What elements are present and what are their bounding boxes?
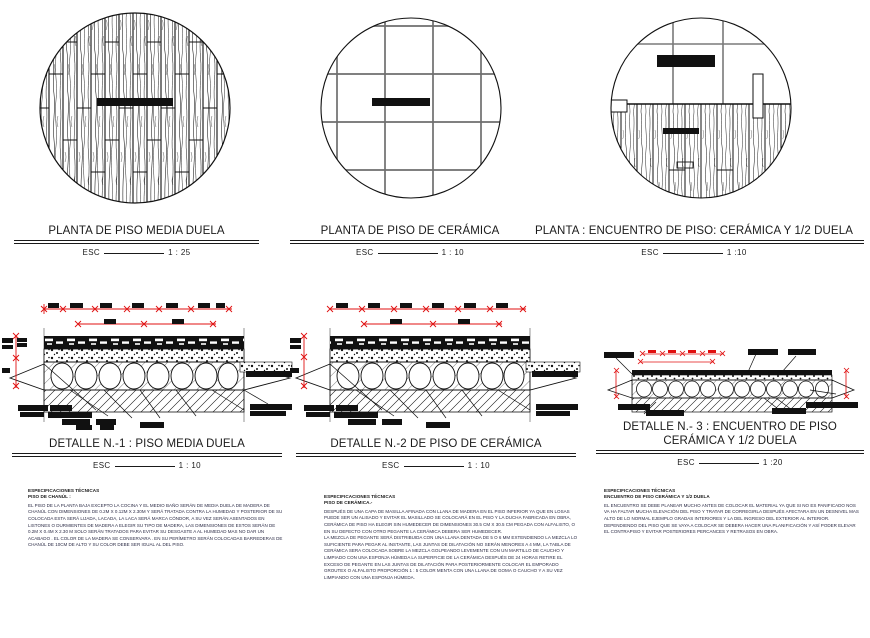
scale-leader-line bbox=[378, 253, 438, 254]
layer-replantillo bbox=[44, 390, 244, 412]
section-detail-1 bbox=[0, 292, 300, 432]
plan-callout-encuentro-top: CERAMICA 30.5X30.5 bbox=[657, 55, 715, 67]
plan-title-2: PLANTA DE PISO DE CERÁMICA bbox=[320, 225, 500, 237]
layer-ceramica bbox=[330, 336, 530, 345]
spec-body bbox=[604, 503, 862, 536]
spec-heading-2: PISO DE CERÁMICA.- bbox=[324, 500, 373, 506]
spec-body bbox=[324, 509, 582, 582]
plan-title-3: PLANTA : ENCUENTRO DE PISO: CERÁMICA Y 1/2 DUELA bbox=[535, 225, 853, 237]
dimension-string-lower bbox=[75, 321, 216, 327]
esc-label: ESC bbox=[677, 458, 695, 467]
spec-heading-1: ESPECIFICACIONES TÉCNICAS bbox=[604, 488, 676, 493]
plan-callout-ceramica: CERAMICA 30X30 bbox=[372, 98, 430, 106]
title-block-detail-2 bbox=[296, 434, 576, 470]
title-rule bbox=[12, 453, 282, 457]
spec-paragraph: DESPUÉS DE UNA CAPA DE MASILLA AFINADA CON LLANA DE MADERA EN EL PISO INFERIOR YA QUE EN LOSAS PUEDE SER UN ALISADO Y EVITAR EL MASILLADO SE COLOCARÁ EN EL PISO Y LA DUCHA FABRICADA EN OBRA, CERÁMICA DE PISO HA ELEGIR SIN HUMEDECER DE DIMENSIONES 30.5 CM X 30.5 CM PEGADA CON ALFALISTO, O EN SU DEFECTO CON OTRO PEGANTE LA CERÁMICA DEBERA SER HUMEDECER. bbox=[324, 508, 575, 534]
title-block-detail-3 bbox=[596, 421, 864, 467]
spec-heading-1: ESPECIFICACIONES TÉCNICAS bbox=[28, 488, 100, 493]
scale-leader-line bbox=[115, 466, 175, 467]
section-detail-3 bbox=[596, 332, 870, 424]
scale-value: 1 : 25 bbox=[168, 248, 191, 257]
detail-title-1: DETALLE N.-1 : PISO MEDIA DUELA bbox=[49, 438, 245, 450]
layer-mortero bbox=[632, 375, 832, 380]
detail-title-3 bbox=[621, 421, 839, 449]
detail-title-3-line2: CERÁMICA Y 1/2 DUELA bbox=[663, 434, 797, 447]
edge-left bbox=[296, 364, 330, 390]
plan-view-media-duela bbox=[35, 12, 235, 204]
title-block-plan-2 bbox=[290, 221, 530, 257]
esc-label: ESC bbox=[92, 461, 111, 470]
spec-block-chanul bbox=[28, 488, 286, 549]
scale-row-plan-3 bbox=[524, 248, 864, 257]
detail-title-3-line1: DETALLE N.- 3 : ENCUENTRO DE PISO bbox=[623, 421, 837, 433]
esc-label: ESC bbox=[82, 248, 101, 257]
title-rule bbox=[290, 240, 530, 244]
title-rule bbox=[596, 450, 864, 454]
spec-body bbox=[28, 503, 286, 549]
barredera-left bbox=[10, 364, 44, 390]
scale-leader-line bbox=[404, 466, 464, 467]
scale-value: 1 :10 bbox=[726, 248, 747, 257]
layer-mortero bbox=[330, 345, 530, 349]
scale-leader-line bbox=[663, 253, 723, 254]
title-block-detail-1 bbox=[12, 434, 282, 470]
plan-callout-duela: DUELA DE CHANUL bbox=[97, 98, 173, 106]
scale-value: 1 : 10 bbox=[178, 461, 202, 470]
scale-value: 1 : 10 bbox=[441, 248, 465, 257]
esc-label: ESC bbox=[381, 461, 400, 470]
scale-row-detail-3 bbox=[596, 458, 864, 467]
plan-callout-encuentro-bottom: MEDIA DUELA bbox=[663, 128, 699, 134]
spec-heading-1: ESPECIFICACIONES TÉCNICAS bbox=[324, 494, 396, 499]
scale-row-plan-1 bbox=[14, 248, 259, 257]
plan-ceramica-graphic bbox=[315, 12, 507, 204]
spec-paragraph: DEPENDIENDO DEL PISO QUE SE VAYA A COLOCAR SE DEBERA HACER UNA PLANIFICACIÓN Y ASÍ PODER ELEVAR EL CONTRAPISO Y EVITAR POSTERIORES PERCANCES Y RETRASOS EN OBRA. bbox=[604, 522, 856, 535]
plan-encuentro-graphic bbox=[605, 12, 797, 204]
plan-view-encuentro bbox=[605, 12, 797, 204]
detalle-2-graphic bbox=[290, 292, 590, 432]
title-block-plan-1 bbox=[14, 221, 259, 257]
scale-value: 1 : 10 bbox=[467, 461, 491, 470]
plan-title-1: PLANTA DE PISO MEDIA DUELA bbox=[48, 225, 225, 237]
scale-row-plan-2 bbox=[290, 248, 530, 257]
scale-leader-line bbox=[104, 253, 164, 254]
spec-block-encuentro bbox=[604, 488, 862, 536]
spec-heading-2: ENCUENTRO DE PISO CERÁMICA Y 1/2 DUELA bbox=[604, 494, 710, 500]
spec-block-ceramica bbox=[324, 494, 582, 581]
title-block-plan-3 bbox=[524, 221, 864, 257]
section-detail-2 bbox=[290, 292, 590, 432]
dimension-text-upper bbox=[48, 303, 225, 308]
spec-paragraph: EL PISO DE LA PLANTA BAJA EXCEPTO LA COCINA Y EL MEDIO BAÑO SERÁN DE MEDIA DUELA DE MADERA DE CHANÚL CON DIMENSIONES DE 0.2M X 0.12M X 2.30M Y SERÁ TRATADA CONTRA LA HUMEDAD Y POSTERIOR DE SU COLOCADA ESTA SERÁ LIJADA, LACADA, LA LACA SERÁ MARCA CÓNDOR, A SU VEZ SERÁN ASENTADOS EN LISTONES O DURMIENTES DE MADERA A ELEGIR SU TIPO DE MADERA, LAS DIMENSIONES DE ESTOS SERÁN DE 0.2M X 0.4M X 2.30 M SOLO SERÁN TRATADOS PARA EVITAR SU DESGASTE A AL HUMEDAD MAS NO DAR UN ACABADO . EL COLOR DE LA MADERA SE CONSERVARA . EN SU PERÍMETRO SERÁN COLOCADAS BARREDERAS DE CHANÚL DE 10CM DE ALTO Y SU COLOR DEBE SER IGUAL AL DEL PISO. bbox=[28, 502, 283, 548]
scale-row-detail-1 bbox=[12, 461, 282, 470]
title-rule bbox=[524, 240, 864, 244]
detalle-3-graphic bbox=[596, 332, 870, 424]
plan-view-ceramica bbox=[315, 12, 507, 204]
layer-adhesive bbox=[44, 345, 244, 349]
spec-paragraph: EL ENCUENTRO SE DEBE PLANEAR MUCHO ANTES DE COLOCAR EL MATERIAL YA QUE SI NO ES PANIFICADO NOS VA HA FALTAR MUCHA ELEVACIÓN DEL PISO Y TRATAR DE CORREGIRLA DESPUÉS AFECTARA EN UN DESNIVEL MAS ALTO DE LO NORMAL EJEMPLO GRADAS INTERIORES Y LA DEL INGRESO DEL EXTERIOR AL INTERIOR. bbox=[604, 502, 859, 521]
detail-title-2: DETALLE N.-2 DE PISO DE CERÁMICA bbox=[330, 438, 542, 450]
title-rule bbox=[296, 453, 576, 457]
scale-row-detail-2 bbox=[296, 461, 576, 470]
esc-label: ESC bbox=[641, 248, 659, 257]
layer-contrapiso bbox=[44, 349, 244, 362]
spec-paragraph: LA MEZCLA DE PEGANTE SERÁ DISTRIBUIDA CON UNA LLANA DENTADA DE 5 O 6 MM EXTENDIENDO LA MEZCLA LO SUFICIENTE PARA PEGAR AL INSTANTE, LAS JUNTAS DE DILATACIÓN NO SERÁN MENORES A 4 MM, LA TABLA DE CERÁMICA SERA COLOCADA SOBRE LA MEZCLA GOLPEANDO LEVEMENTE CON UN MARTILLO DE CAUCHO Y LIMPIADO CON UNA ESPONJA HÚMEDA LA SUPERFICIE DE LA CERÁMICA DESPUÉS DE 24 HORAS RETIRE EL EXCESO DE PEGANTE EN LAS JUNTAS DE DILATACIÓN PARA POSTERIORMENTE COLOCAR EL EMPORADO GROUTEX O ALFALISTO PROPORCIÓN 1 : 5 COLOR MENTA CON UNA LLANA DE GOMA O CAUCHO Y A SU VEZ LIMPIANDO CON UNA ESPONJA HÚMEDA. bbox=[324, 535, 578, 580]
layer-replantillo bbox=[330, 390, 530, 412]
scale-value: 1 :20 bbox=[762, 458, 783, 467]
dimension-string-lower bbox=[361, 321, 502, 327]
esc-label: ESC bbox=[355, 248, 374, 257]
plan-media-duela-graphic bbox=[35, 12, 235, 204]
layer-duela bbox=[44, 336, 244, 345]
layer-masillado bbox=[330, 349, 530, 362]
detalle-1-graphic bbox=[0, 292, 300, 432]
spec-heading-2: PISO DE CHANÚL : bbox=[28, 494, 71, 500]
layer-acabado bbox=[632, 370, 832, 375]
scale-leader-line bbox=[699, 463, 759, 464]
title-rule bbox=[14, 240, 259, 244]
